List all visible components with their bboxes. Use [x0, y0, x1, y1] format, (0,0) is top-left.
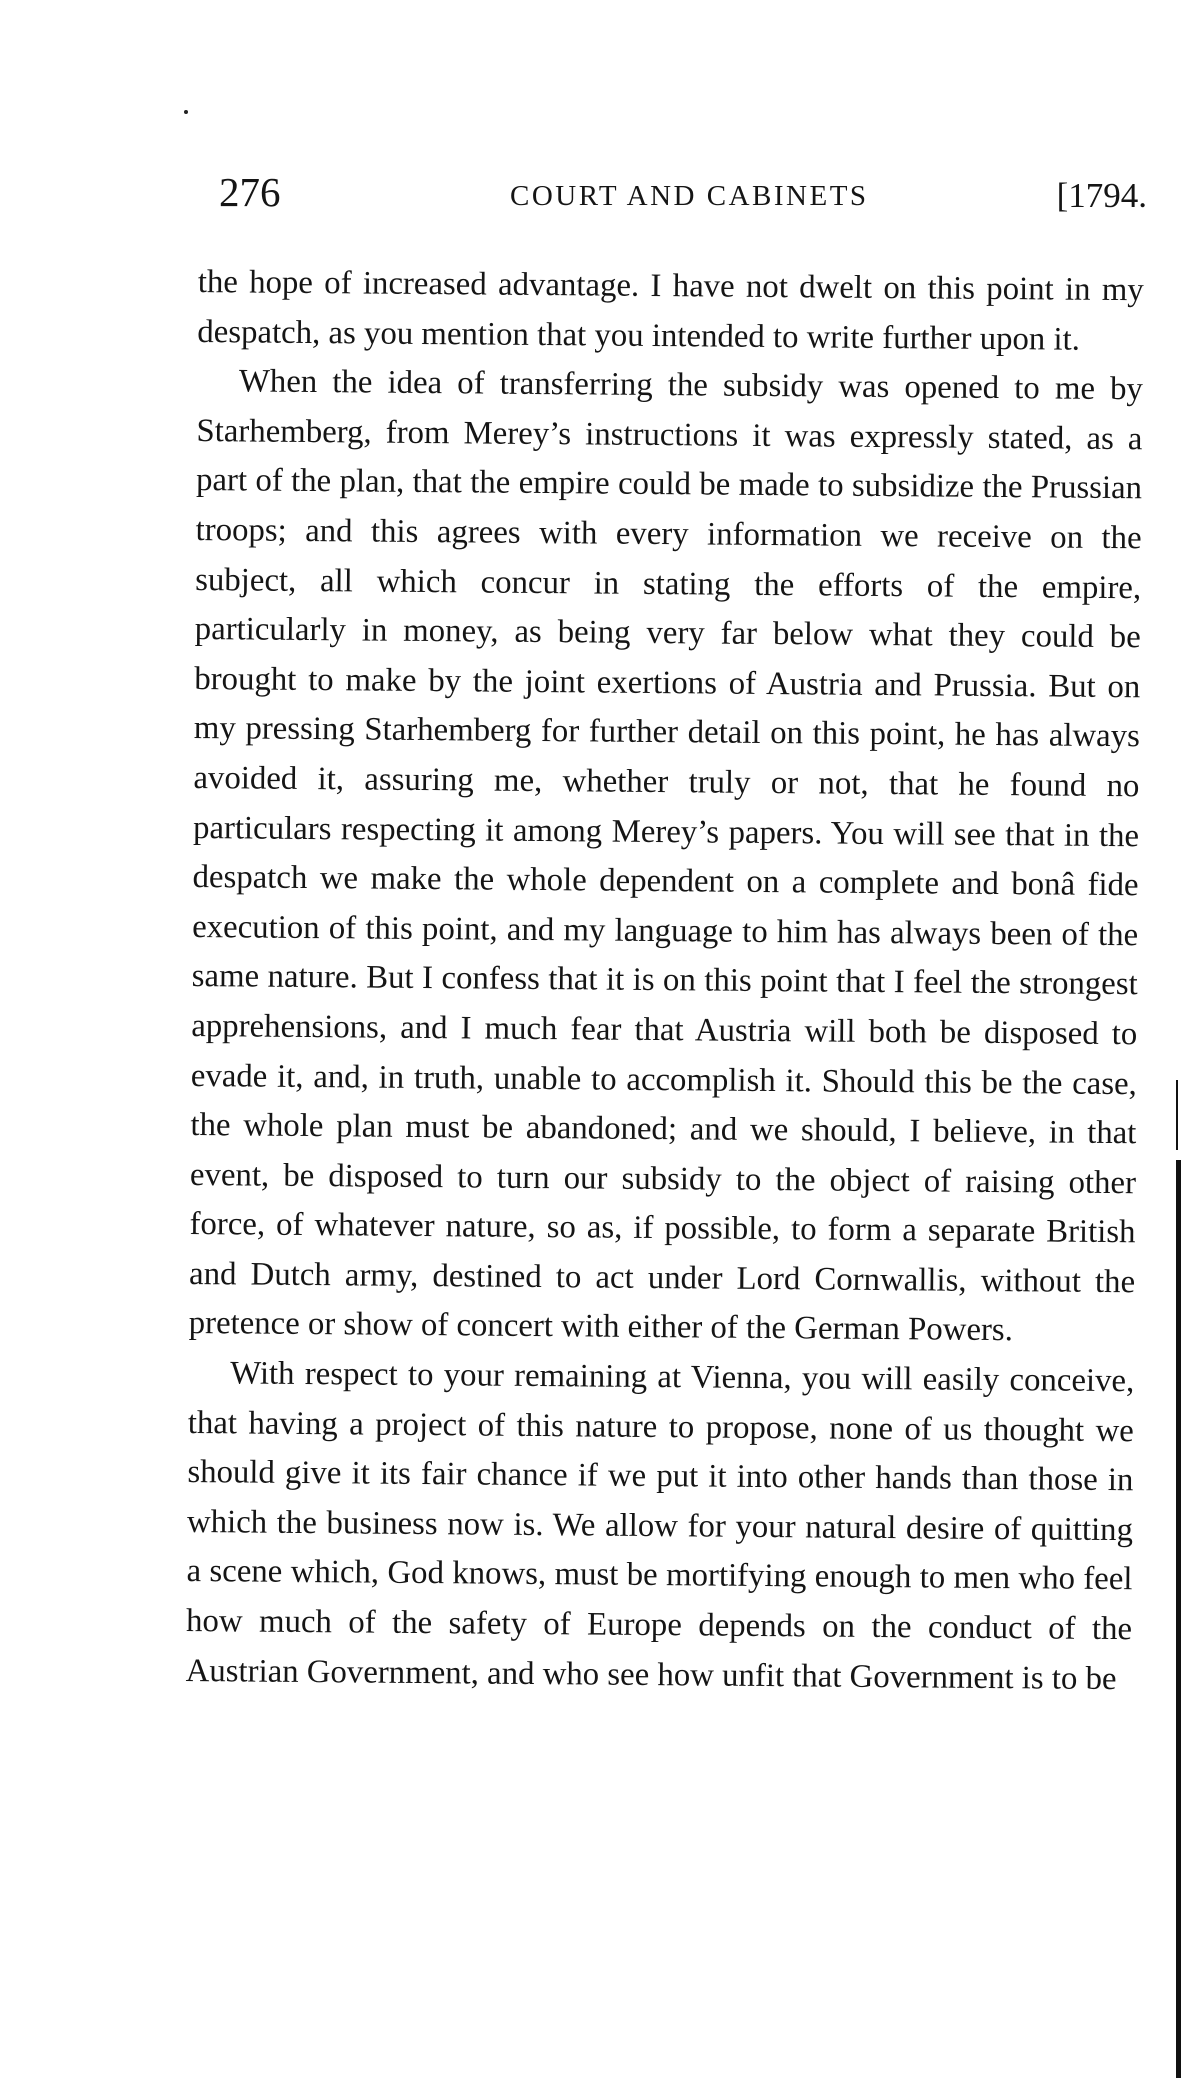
header-year: [1794.: [1056, 176, 1147, 215]
page-edge-shadow: [1176, 1080, 1178, 1150]
paragraph-vienna: With respect to your remaining at Vienna, you will easily conceive, that having a project of this nature to propose, none of us thought we should give it its fair chance if we put it into other hands than those in which the business now is. We allow for your natural desire of quitting a scene which, God knows, must be mortifying enough to men who feel how much of the safety of Europe depends on the conduct of the Austrian Government, and who see how unfit that Government is to be: [185, 1355, 1135, 1697]
page-header: [215, 160, 1145, 220]
page-number: 276: [219, 169, 281, 215]
paragraph-continuation: the hope of increased advantage. I have not dwelt on this point in my despatch, as you mention that you intended to write further upon it.: [197, 263, 1144, 358]
paragraph-subsidy: When the idea of transferring the subsidy was opened to me by Starhemberg, from Merey’s instructions it was expressly stated, as a part of the plan, that the empire could be made to subsidize the Prussian troops; and this agrees with every information we receive on the subject, all which concur in stating the efforts of the empire, particularly in money, as being very far below what they could be brought to make by the joint exertions of Austria and Prussia. But on my pressing Starhemberg for further detail on this point, he has always avoided it, assuring me, whether truly or not, that he found no particulars respecting it among Merey’s papers. You will see that in the despatch we make the whole dependent on a complete and bonâ fide execution of this point, and my language to him has always been of the same nature. But I confess that it is on this point that I feel the strongest apprehensions, and I much fear that Austria will both be disposed to evade it, and, in truth, unable to accomplish it. Should this be the case, the whole plan must be abandoned; and we should, I believe, in that event, be disposed to turn our subsidy to the object of raising other force, of whatever nature, so as, if possible, to form a separate British and Dutch army, destined to act under Lord Cornwallis, without the pretence or show of concert with either of the German Powers.: [188, 363, 1144, 1349]
page-edge-shadow: [1176, 1160, 1181, 2078]
ink-speck: [184, 110, 188, 114]
running-title: COURT AND CABINETS: [510, 180, 869, 212]
body-text: [185, 258, 1144, 1704]
